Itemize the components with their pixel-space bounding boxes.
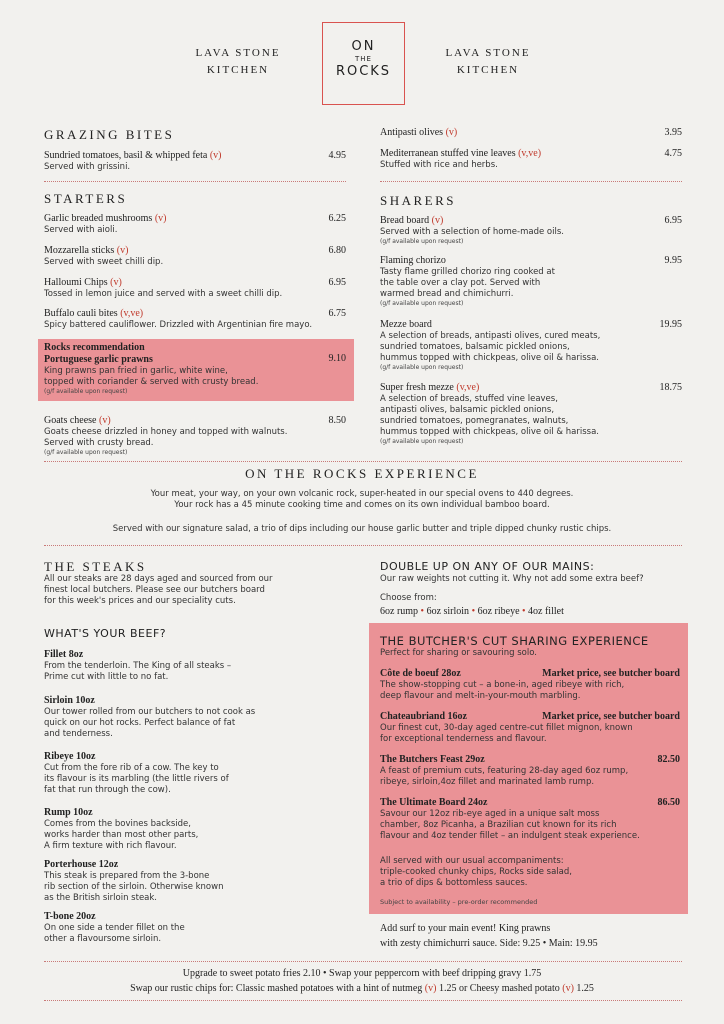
item-desc: warmed bread and chimichurri. bbox=[380, 289, 514, 299]
item-desc: Spicy battered cauliflower. Drizzled with Argentinian fire mayo. bbox=[44, 320, 313, 330]
footer-text: Swap our rustic chips for: Classic mashed potatoes with a hint of nutmeg bbox=[130, 983, 423, 994]
menu-item-mozzarella bbox=[44, 245, 163, 268]
menu-item-halloumi bbox=[44, 277, 282, 300]
steaks-intro-line: All our steaks are 28 days aged and sourced from our bbox=[44, 574, 273, 584]
menu-item-bread-board bbox=[380, 215, 564, 246]
item-name: Côte de boeuf 28oz bbox=[380, 668, 461, 679]
butchers-accompaniments bbox=[380, 856, 572, 889]
item-desc: ribeye, sirloin,4oz fillet and marinated lamb rump. bbox=[380, 777, 595, 787]
item-desc: Served with grissini. bbox=[44, 162, 131, 172]
price-bread-board: 6.95 bbox=[664, 215, 682, 226]
price-garlic-prawns: 9.10 bbox=[328, 353, 346, 364]
experience-title: ON THE ROCKS EXPERIENCE bbox=[245, 466, 479, 481]
diet-tag: (v) bbox=[562, 983, 574, 994]
price-cote-de-boeuf: Market price, see butcher board bbox=[542, 668, 680, 679]
footer-line2 bbox=[0, 982, 724, 995]
price-chateaubriand: Market price, see butcher board bbox=[542, 711, 680, 722]
item-desc: Tossed in lemon juice and served with a sweet chilli dip. bbox=[44, 289, 283, 299]
item-desc: sundried tomatoes, balsamic pickled onions, bbox=[380, 342, 570, 352]
experience-line3: Served with our signature salad, a trio of dips including our house garlic butter and triple dipped chunky rustic chips. bbox=[112, 524, 612, 534]
acc-line: a trio of dips & bottomless sauces. bbox=[380, 878, 528, 888]
item-desc: Tasty flame grilled chorizo ring cooked at bbox=[380, 267, 555, 277]
item-name: The Ultimate Board 24oz bbox=[380, 797, 488, 808]
price-mozzarella: 6.80 bbox=[328, 245, 346, 256]
item-desc: hummus topped with chickpeas, olive oil & harissa. bbox=[380, 353, 599, 363]
steak-cut-desc: works harder than most other parts, bbox=[44, 830, 199, 840]
steak-cut-desc: On one side a tender fillet on the bbox=[44, 923, 185, 933]
item-name: Garlic breaded mushrooms bbox=[44, 213, 153, 224]
item-desc: flavour and 4oz tender fillet – an indulgent steak experience. bbox=[380, 831, 640, 841]
double-up-sub: Our raw weights not cutting it. Why not add some extra beef? bbox=[380, 574, 644, 584]
price-vine-leaves: 4.75 bbox=[664, 148, 682, 159]
steak-cut bbox=[44, 910, 185, 945]
item-name: Sundried tomatoes, basil & whipped feta bbox=[44, 150, 208, 161]
item-desc: Our finest cut, 30-day aged centre-cut fillet mignon, known bbox=[380, 723, 633, 733]
option: 6oz ribeye bbox=[477, 606, 520, 617]
logo-rocks: ROCKS bbox=[335, 64, 392, 79]
steak-cut bbox=[44, 694, 255, 740]
separator: • bbox=[471, 606, 476, 617]
option: 6oz rump bbox=[380, 606, 419, 617]
sharers-title: SHARERS bbox=[380, 193, 457, 208]
item-name: Bread board bbox=[380, 215, 430, 226]
divider bbox=[44, 181, 346, 182]
steak-cut-name: Rump 10oz bbox=[44, 807, 93, 818]
price-butchers-feast: 82.50 bbox=[657, 754, 680, 765]
item-name: Mediterranean stuffed vine leaves bbox=[380, 148, 516, 159]
steak-cut-desc: as the British sirloin steak. bbox=[44, 893, 158, 903]
item-name: Portuguese garlic prawns bbox=[44, 354, 153, 365]
steak-cut-name: Porterhouse 12oz bbox=[44, 859, 119, 870]
footer-text: 1.25 or Cheesy mashed potato bbox=[438, 983, 560, 994]
price-feta: 4.95 bbox=[328, 150, 346, 161]
butchers-availability-note: Subject to availability – pre-order recommended bbox=[380, 898, 538, 906]
item-desc: King prawns pan fried in garlic, white wine, bbox=[44, 366, 228, 376]
item-name: Mozzarella sticks bbox=[44, 245, 115, 256]
item-note: (g/f available upon request) bbox=[380, 300, 464, 307]
item-name: Goats cheese bbox=[44, 415, 97, 426]
steak-cut bbox=[44, 858, 223, 904]
item-desc: The show-stopping cut – a bone-in, aged ribeye with rich, bbox=[380, 680, 625, 690]
header-left bbox=[178, 45, 298, 79]
price-goats-cheese: 8.50 bbox=[328, 415, 346, 426]
surf-line: with zesty chimichurri sauce. Side: 9.25 • Main: 19.95 bbox=[380, 938, 598, 949]
steak-cut-desc: Comes from the bovines backside, bbox=[44, 819, 191, 829]
item-desc: antipasti olives, balsamic pickled onions, bbox=[380, 405, 555, 415]
item-desc: Stuffed with rice and herbs. bbox=[380, 160, 498, 170]
menu-item-goats-cheese bbox=[44, 415, 287, 457]
separator: • bbox=[522, 606, 526, 617]
butchers-title: THE BUTCHER'S CUT SHARING EXPERIENCE bbox=[380, 634, 649, 648]
item-desc: Served with sweet chilli dip. bbox=[44, 257, 164, 267]
steak-cut-name: Ribeye 10oz bbox=[44, 751, 96, 762]
diet-tag: (v) bbox=[110, 277, 122, 288]
steaks-intro-line: for this week's prices and our speciality cuts. bbox=[44, 596, 236, 606]
item-desc: the table over a clay pot. Served with bbox=[380, 278, 541, 288]
header-right bbox=[428, 45, 548, 79]
price-mushrooms: 6.25 bbox=[328, 213, 346, 224]
item-desc: A selection of breads, stuffed vine leaves, bbox=[380, 394, 558, 404]
steak-cut-desc: and tenderness. bbox=[44, 729, 113, 739]
item-note: (g/f available upon request) bbox=[44, 388, 128, 395]
item-desc: sundried tomatoes, pomegranates, walnuts, bbox=[380, 416, 569, 426]
footer-line1: Upgrade to sweet potato fries 2.10 • Swap your peppercorn with beef dripping gravy 1.75 bbox=[182, 968, 542, 979]
divider bbox=[44, 545, 682, 546]
item-note: (g/f available upon request) bbox=[380, 438, 464, 445]
item-name: Super fresh mezze bbox=[380, 382, 454, 393]
grazing-title: GRAZING BITES bbox=[44, 127, 175, 142]
diet-tag: (v) bbox=[445, 127, 458, 138]
starters-title: STARTERS bbox=[44, 191, 128, 206]
steaks-intro bbox=[44, 574, 273, 607]
menu-item-cauli-bites bbox=[44, 308, 312, 331]
item-note: (g/f available upon request) bbox=[380, 238, 464, 245]
item-desc: A selection of breads, antipasti olives, cured meats, bbox=[380, 331, 601, 341]
item-desc: Savour our 12oz rib-eye aged in a unique salt moss bbox=[380, 809, 600, 819]
steak-cut bbox=[44, 806, 198, 852]
diet-tag: (v) bbox=[154, 213, 167, 224]
menu-item-mushrooms bbox=[44, 213, 166, 236]
steaks-intro-line: finest local butchers. Please see our butchers board bbox=[44, 585, 265, 595]
steak-cut-desc: Cut from the fore rib of a cow. The key to bbox=[44, 763, 219, 773]
item-desc: A feast of premium cuts, featuring 28-day aged 6oz rump, bbox=[380, 766, 629, 776]
item-name: Chateaubriand 16oz bbox=[380, 711, 467, 722]
item-desc: hummus topped with chickpeas, olive oil & harissa. bbox=[380, 427, 599, 437]
double-up-title: DOUBLE UP ON ANY OF OUR MAINS: bbox=[380, 560, 595, 573]
item-name: Halloumi Chips bbox=[44, 277, 108, 288]
divider bbox=[44, 461, 682, 462]
steak-cut-desc: its flavour is its marbling (the little rivers of bbox=[44, 774, 229, 784]
acc-line: triple-cooked chunky chips, Rocks side salad, bbox=[380, 867, 572, 877]
diet-tag: (v) bbox=[424, 983, 437, 994]
item-name: Flaming chorizo bbox=[380, 255, 446, 266]
menu-item-mezze-board bbox=[380, 319, 600, 372]
menu-item-olives bbox=[380, 127, 457, 139]
steak-cut-desc: other a flavoursome sirloin. bbox=[44, 934, 162, 944]
diet-tag: (v) bbox=[209, 150, 222, 161]
double-up-choose: Choose from: bbox=[380, 593, 437, 603]
diet-tag: (v,ve) bbox=[518, 148, 542, 159]
item-desc: Served with crusty bread. bbox=[44, 438, 154, 448]
price-cauli-bites: 6.75 bbox=[328, 308, 346, 319]
steak-cut-desc: quick on our hot rocks. Perfect balance of fat bbox=[44, 718, 236, 728]
steak-cut bbox=[44, 750, 229, 796]
steak-cut-desc: This steak is prepared from the 3-bone bbox=[44, 871, 210, 881]
divider bbox=[44, 961, 682, 962]
surf-line: Add surf to your main event! King prawns bbox=[380, 923, 551, 934]
item-desc: chamber, 8oz Picanha, a Brazilian cut known for its rich bbox=[380, 820, 617, 830]
steak-cut-name: T-bone 20oz bbox=[44, 911, 96, 922]
steak-cut-desc: A firm texture with rich flavour. bbox=[44, 841, 177, 851]
item-desc: Served with aioli. bbox=[44, 225, 118, 235]
item-desc: Served with a selection of home-made oils. bbox=[380, 227, 564, 237]
experience-line1: Your meat, your way, on your own volcanic rock, super-heated in our special ovens to 440 degrees. bbox=[150, 489, 574, 499]
diet-tag: (v) bbox=[116, 245, 129, 256]
header-left-line2: KITCHEN bbox=[206, 64, 270, 76]
menu-item-feta bbox=[44, 150, 221, 173]
steak-cut-desc: fat that run through the cow). bbox=[44, 785, 171, 795]
double-up-options bbox=[380, 605, 564, 618]
footer-text: 1.25 bbox=[576, 983, 594, 994]
steak-cut-desc: rib section of the sirloin. Otherwise known bbox=[44, 882, 224, 892]
header-right-line2: KITCHEN bbox=[456, 64, 520, 76]
logo-on: ON bbox=[351, 39, 376, 54]
price-super-fresh-mezze: 18.75 bbox=[659, 382, 682, 393]
steak-cut bbox=[44, 648, 231, 683]
item-desc: Goats cheese drizzled in honey and topped with walnuts. bbox=[44, 427, 288, 437]
option: 4oz fillet bbox=[528, 606, 564, 617]
steak-cut-name: Sirloin 10oz bbox=[44, 695, 95, 706]
price-ultimate-board: 86.50 bbox=[657, 797, 680, 808]
item-desc: for exceptional tenderness and flavour. bbox=[380, 734, 547, 744]
item-name: Buffalo cauli bites bbox=[44, 308, 118, 319]
steak-cut-desc: Our tower rolled from our butchers to not cook as bbox=[44, 707, 256, 717]
item-note: (g/f available upon request) bbox=[380, 364, 464, 371]
item-name: Mezze board bbox=[380, 319, 432, 330]
diet-tag: (v,ve) bbox=[456, 382, 480, 393]
menu-item-garlic-prawns bbox=[44, 342, 258, 396]
item-desc: deep flavour and melt-in-your-mouth marbling. bbox=[380, 691, 581, 701]
price-chorizo: 9.95 bbox=[664, 255, 682, 266]
diet-tag: (v,ve) bbox=[120, 308, 144, 319]
acc-line: All served with our usual accompaniments: bbox=[380, 856, 564, 866]
divider bbox=[380, 181, 682, 182]
beef-title: WHAT'S YOUR BEEF? bbox=[44, 627, 167, 640]
logo-the: THE bbox=[355, 55, 372, 63]
surf-addon bbox=[380, 921, 598, 951]
recommend-label: Rocks recommendation bbox=[44, 342, 145, 353]
header-left-line1: LAVA STONE bbox=[195, 47, 281, 59]
option: 6oz sirloin bbox=[426, 606, 470, 617]
diet-tag: (v) bbox=[431, 215, 444, 226]
diet-tag: (v) bbox=[98, 415, 111, 426]
on-the-rocks-logo bbox=[322, 22, 405, 105]
steaks-title: THE STEAKS bbox=[44, 559, 147, 574]
steak-cut-desc: Prime cut with little to no fat. bbox=[44, 672, 169, 682]
experience-line2: Your rock has a 45 minute cooking time and comes on its own individual bamboo board. bbox=[174, 500, 550, 510]
menu-item-vine-leaves bbox=[380, 148, 541, 171]
menu-item-chorizo bbox=[380, 255, 555, 308]
price-olives: 3.95 bbox=[664, 127, 682, 138]
divider bbox=[44, 1000, 682, 1001]
butchers-sub: Perfect for sharing or savouring solo. bbox=[380, 648, 537, 658]
item-note: (g/f available upon request) bbox=[44, 449, 128, 456]
menu-item-super-fresh-mezze bbox=[380, 382, 599, 446]
header-right-line1: LAVA STONE bbox=[445, 47, 531, 59]
separator: • bbox=[420, 606, 425, 617]
steak-cut-desc: From the tenderloin. The King of all steaks – bbox=[44, 661, 232, 671]
price-mezze-board: 19.95 bbox=[659, 319, 682, 330]
item-desc: topped with coriander & served with crusty bread. bbox=[44, 377, 259, 387]
steak-cut-name: Fillet 8oz bbox=[44, 649, 84, 660]
item-name: Antipasti olives bbox=[380, 127, 444, 138]
price-halloumi: 6.95 bbox=[328, 277, 346, 288]
item-name: The Butchers Feast 29oz bbox=[380, 754, 485, 765]
